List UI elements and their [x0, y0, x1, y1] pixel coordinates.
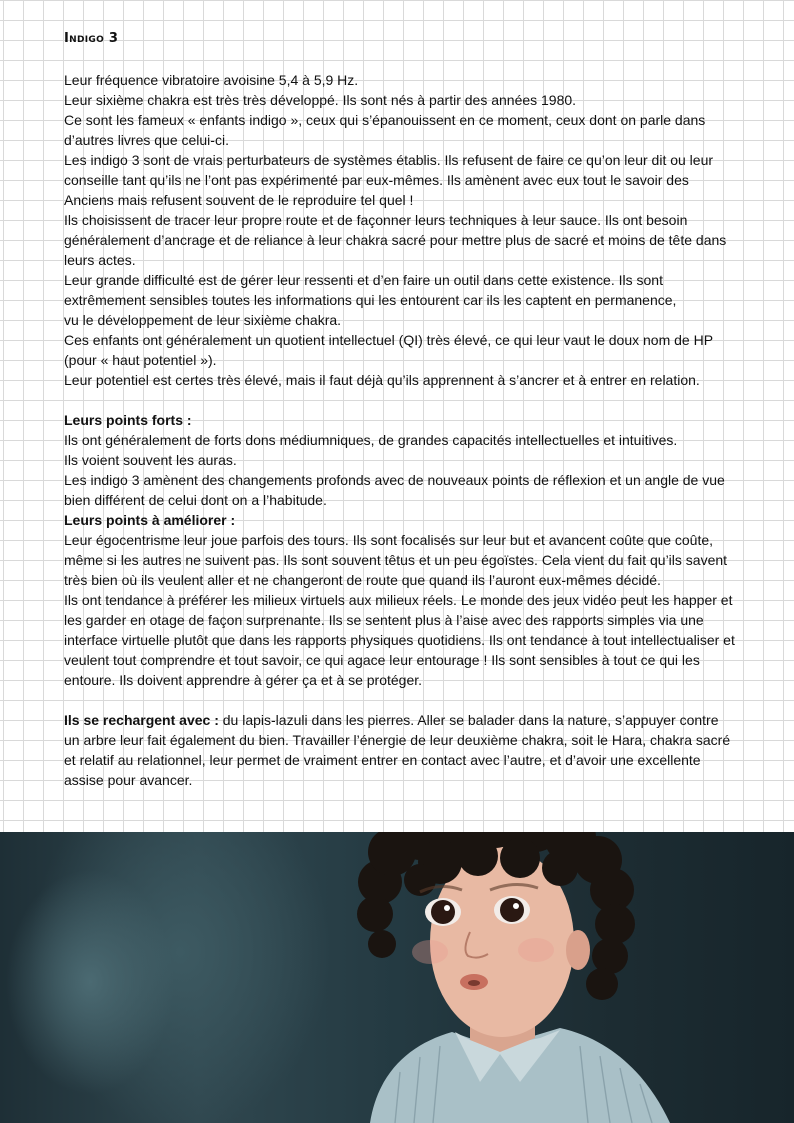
improvements-heading: Leurs points à améliorer : [64, 512, 236, 528]
recharge-label: Ils se rechargent avec : [64, 712, 219, 728]
strengths-heading: Leurs points forts : [64, 412, 192, 428]
child-portrait-photo [0, 832, 794, 1123]
left-eye-highlight [444, 905, 450, 911]
right-eye-highlight [513, 903, 519, 909]
recharge-paragraph [64, 710, 736, 790]
paragraph-spacer [64, 390, 736, 410]
child-portrait-illustration [0, 832, 794, 1123]
left-eye-iris [431, 900, 455, 924]
strengths-paragraph: Les indigo 3 amènent des changements profonds avec de nouveaux points de réflexion et un angle de vue bien différent de celui dont on a l’habitude. [64, 472, 725, 508]
recharge-text: du lapis-lazuli dans les pierres. Aller se balader dans la nature, s’appuyer contre un arbre leur fait également du bien. Travailler l’énergie de leur deuxième chakra, soit le Hara, chakra sacré et relatif au relationnel, leur permet de vraiment entrer en contact avec l’autre, et d’avoir une excellente assise pour avancer. [64, 712, 731, 788]
mouth-inner [468, 980, 480, 986]
strengths-paragraph: Ils ont généralement de forts dons médiumniques, de grandes capacités intellectuelles et intuitives. [64, 432, 678, 448]
intro-paragraph: Leur grande difficulté est de gérer leur ressenti et d’en faire un outil dans cette existence. Ils sont extrêmement sensibles toutes les informations qui les entourent car ils les captent en permanence, [64, 272, 677, 308]
page-title: Indigo 3 [64, 31, 119, 46]
improvements-paragraph: Leur égocentrisme leur joue parfois des tours. Ils sont focalisés sur leur but et avancent coûte que coûte, même si les autres ne suivent pas. Ils sont souvent têtus et un peu égoïstes. Cela vient du fait qu’ils savent très bien où ils veulent aller et ne changeront de route que quand ils l’auront eux-mêmes décidé. [64, 532, 728, 588]
intro-paragraph: vu le développement de leur sixième chakra. [64, 312, 342, 328]
right-eye-iris [500, 898, 524, 922]
intro-paragraph: Ils choisissent de tracer leur propre route et de façonner leurs techniques à leur sauce. Ils ont besoin généralement d’ancrage et de reliance à leur chakra sacré pour mettre plus de sacré et moins de tête dans leurs actes. [64, 212, 727, 268]
intro-paragraph: Leur potentiel est certes très élevé, mais il faut déjà qu’ils apprennent à s’ancrer et à entrer en relation. [64, 372, 700, 388]
intro-paragraph: Ces enfants ont généralement un quotient intellectuel (QI) très élevé, ce qui leur vaut le doux nom de HP (pour « haut potentiel »). [64, 332, 713, 368]
intro-paragraph: Les indigo 3 sont de vrais perturbateurs de systèmes établis. Ils refusent de faire ce qu’on leur dit ou leur conseille tant qu’ils ne l’ont pas expérimenté par eux-mêmes. Ils amènent avec eux tout le savoir des Anciens mais refusent souvent de le reproduire tel quel ! [64, 152, 714, 208]
ear [566, 930, 590, 970]
improvements-paragraph: Ils ont tendance à préférer les milieux virtuels aux milieux réels. Le monde des jeux vidéo peut les happer et les garder en otage de façon surprenante. Ils se sentent plus à l’aise avec des rapports simples via une interface virtuelle plutôt que dans les rapports physiques quotidiens. Ils ont tendance à tout intellectualiser et veulent tout comprendre et tout savoir, ce qui agace leur entourage ! Ils sont sensibles à tout ce qui les entoure. Ils doivent apprendre à gérer ça et à se protéger. [64, 592, 735, 688]
right-cheek [518, 938, 554, 962]
article-body [64, 70, 736, 790]
intro-paragraph: Leur fréquence vibratoire avoisine 5,4 à 5,9 Hz. [64, 72, 359, 88]
paragraph-spacer [64, 690, 736, 710]
intro-paragraph: Ce sont les fameux « enfants indigo », ceux qui s’épanouissent en ce moment, ceux dont on parle dans d’autres livres que celui-ci. [64, 112, 706, 148]
strengths-paragraph: Ils voient souvent les auras. [64, 452, 237, 468]
left-cheek [412, 940, 448, 964]
intro-paragraph: Leur sixième chakra est très très développé. Ils sont nés à partir des années 1980. [64, 92, 577, 108]
